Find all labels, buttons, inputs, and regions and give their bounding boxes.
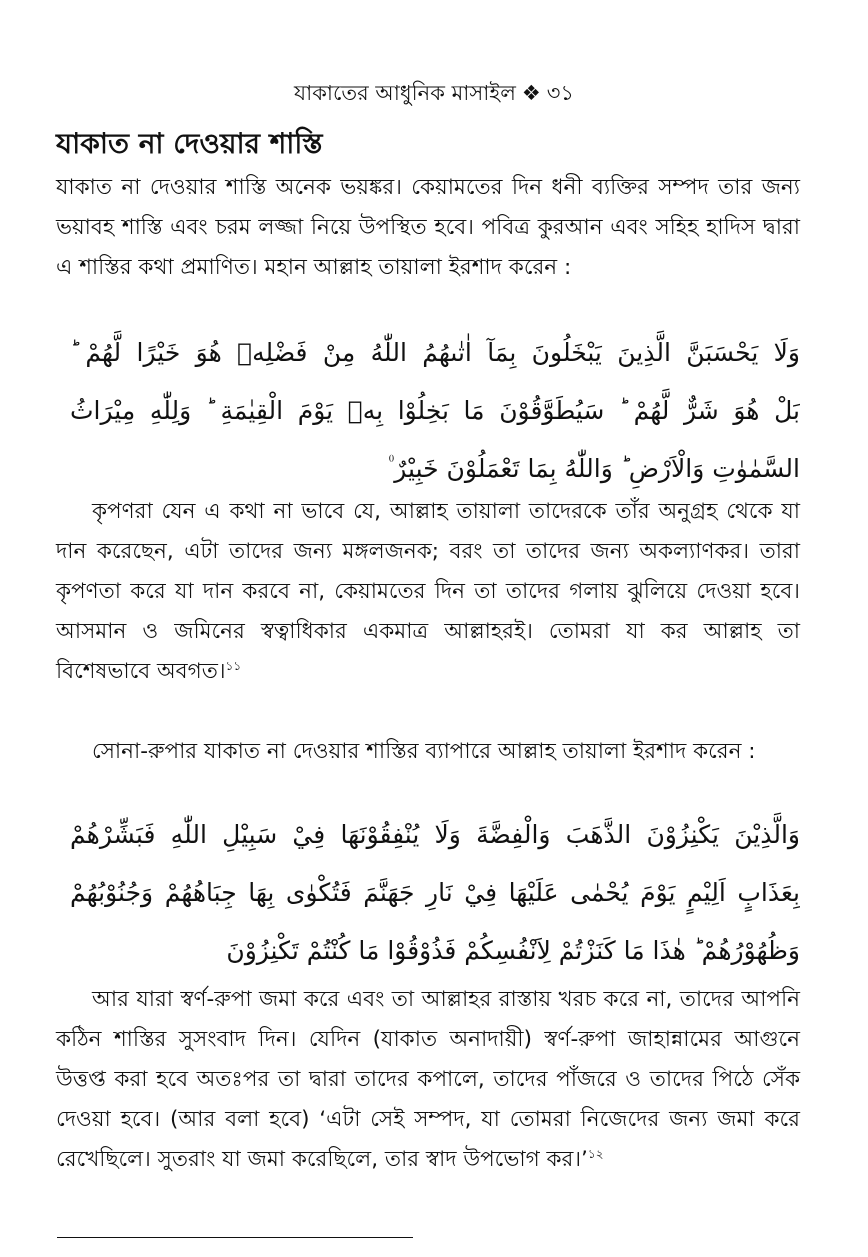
footnote-divider [57,1237,413,1238]
verse-2-line-1: وَالَّذِيْنَ يَكْنِزُوْنَ الذَّهَبَ وَالْفِضَّةَ وَلَا يُنْفِقُوْنَهَا فِيْ سَبِيْلِ اللّٰهِ فَبَشِّرْهُمْ [70,820,800,849]
verse-2-line-2: بِعَذَابٍ اَلِيْمٍ يَوْمَ يُحْمٰى عَلَيْهَا فِيْ نَارِ جَهَنَّمَ فَتُكْوٰى بِهَا جِبَاهُهُمْ وَجُنُوْبُهُمْ [70,878,800,907]
verse-1-line-2: بَلْ هُوَ شَرٌّ لَّهُمْ ؕ سَيُطَوَّقُوْنَ مَا بَخِلُوْا بِهٖ يَوْمَ الْقِيٰمَةِ ؕ وَلِلّٰهِ مِيْرَاثُ [70,396,800,425]
intro-paragraph: যাকাত না দেওয়ার শাস্তি অনেক ভয়ঙ্কর। কেয়ামতের দিন ধনী ব্যক্তির সম্পদ তার জন্য ভয়াবহ শাস্তি এবং চরম লজ্জা নিয়ে উপস্থিত হবে। পবিত্র কুরআন এবং সহিহ হাদিস দ্বারা এ শাস্তির কথা প্রমাণিত। মহান আল্লাহ তায়ালা ইরশাদ করেন : [56,175,800,280]
footnote-ref-11: ১১ [225,658,242,673]
section-title: যাকাত না দেওয়ার শাস্তি [56,127,323,160]
verse-2-line-3: وَظُهُوْرُهُمْ ؕ هٰذَا مَا كَنَزْتُمْ لِاَنْفُسِكُمْ فَذُوْقُوْا مَا كُنْتُمْ تَكْنِزُوْنَ [226,936,800,965]
verse-1-line-1: وَلَا يَحْسَبَنَّ الَّذِينَ يَبْخَلُونَ بِمَآ اٰتٰىهُمُ اللّٰهُ مِنْ فَضْلِهٖ هُوَ خَيْرًا لَّهُمْ ؕ [70,338,800,367]
page-number: ৩১ [546,81,574,105]
quran-verse-2 [70,806,800,980]
gold-silver-intro: সোনা-রুপার যাকাত না দেওয়ার শাস্তির ব্যাপারে আল্লাহ তায়ালা ইরশাদ করেন : [92,739,756,764]
running-header-title: যাকাতের আধুনিক মাসাইল [294,81,516,105]
ornament-separator-icon: ❖ [521,81,541,105]
explanation-1-text: কৃপণরা যেন এ কথা না ভাবে যে, আল্লাহ তায়ালা তাদেরকে তাঁর অনুগ্রহ থেকে যা দান করেছেন, এটা তাদের জন্য মঙ্গলজনক; বরং তা তাদের জন্য অকল্যাণকর। তারা কৃপণতা করে যা দান করবে না, কেয়ামতের দিন তা তাদের গলায় ঝুলিয়ে দেওয়া হবে। আসমান ও জমিনের স্বত্বাধিকার একমাত্র আল্লাহরই। তোমরা যা কর আল্লাহ তা বিশেষভাবে অবগত। [56,499,800,684]
running-header [0,78,868,108]
quran-verse-1 [70,324,800,498]
footnote-ref-12: ১২ [587,1146,604,1161]
explanation-2-text: আর যারা স্বর্ণ-রুপা জমা করে এবং তা আল্লাহর রাস্তায় খরচ করে না, তাদের আপনি কঠিন শাস্তির সুসংবাদ দিন। যেদিন (যাকাত অনাদায়ী) স্বর্ণ-রুপা জাহান্নামের আগুনে উত্তপ্ত করা হবে অতঃপর তা দ্বারা তাদের কপালে, তাদের পাঁজরে ও তাদের পিঠে সেঁক দেওয়া হবে। (আর বলা হবে) ‘এটা সেই সম্পদ, যা তোমরা নিজেদের জন্য জমা করে রেখেছিলে। সুতরাং যা জমা করেছিলে, তার স্বাদ উপভোগ কর।’ [56,987,800,1172]
explanation-paragraph-2 [56,980,800,1180]
explanation-paragraph-1 [56,492,800,692]
verse-1-line-3: السَّمٰوٰتِ وَالْاَرْضِ ؕ وَاللّٰهُ بِمَا تَعْمَلُوْنَ خَبِيْرٌ ۠ [388,454,800,483]
